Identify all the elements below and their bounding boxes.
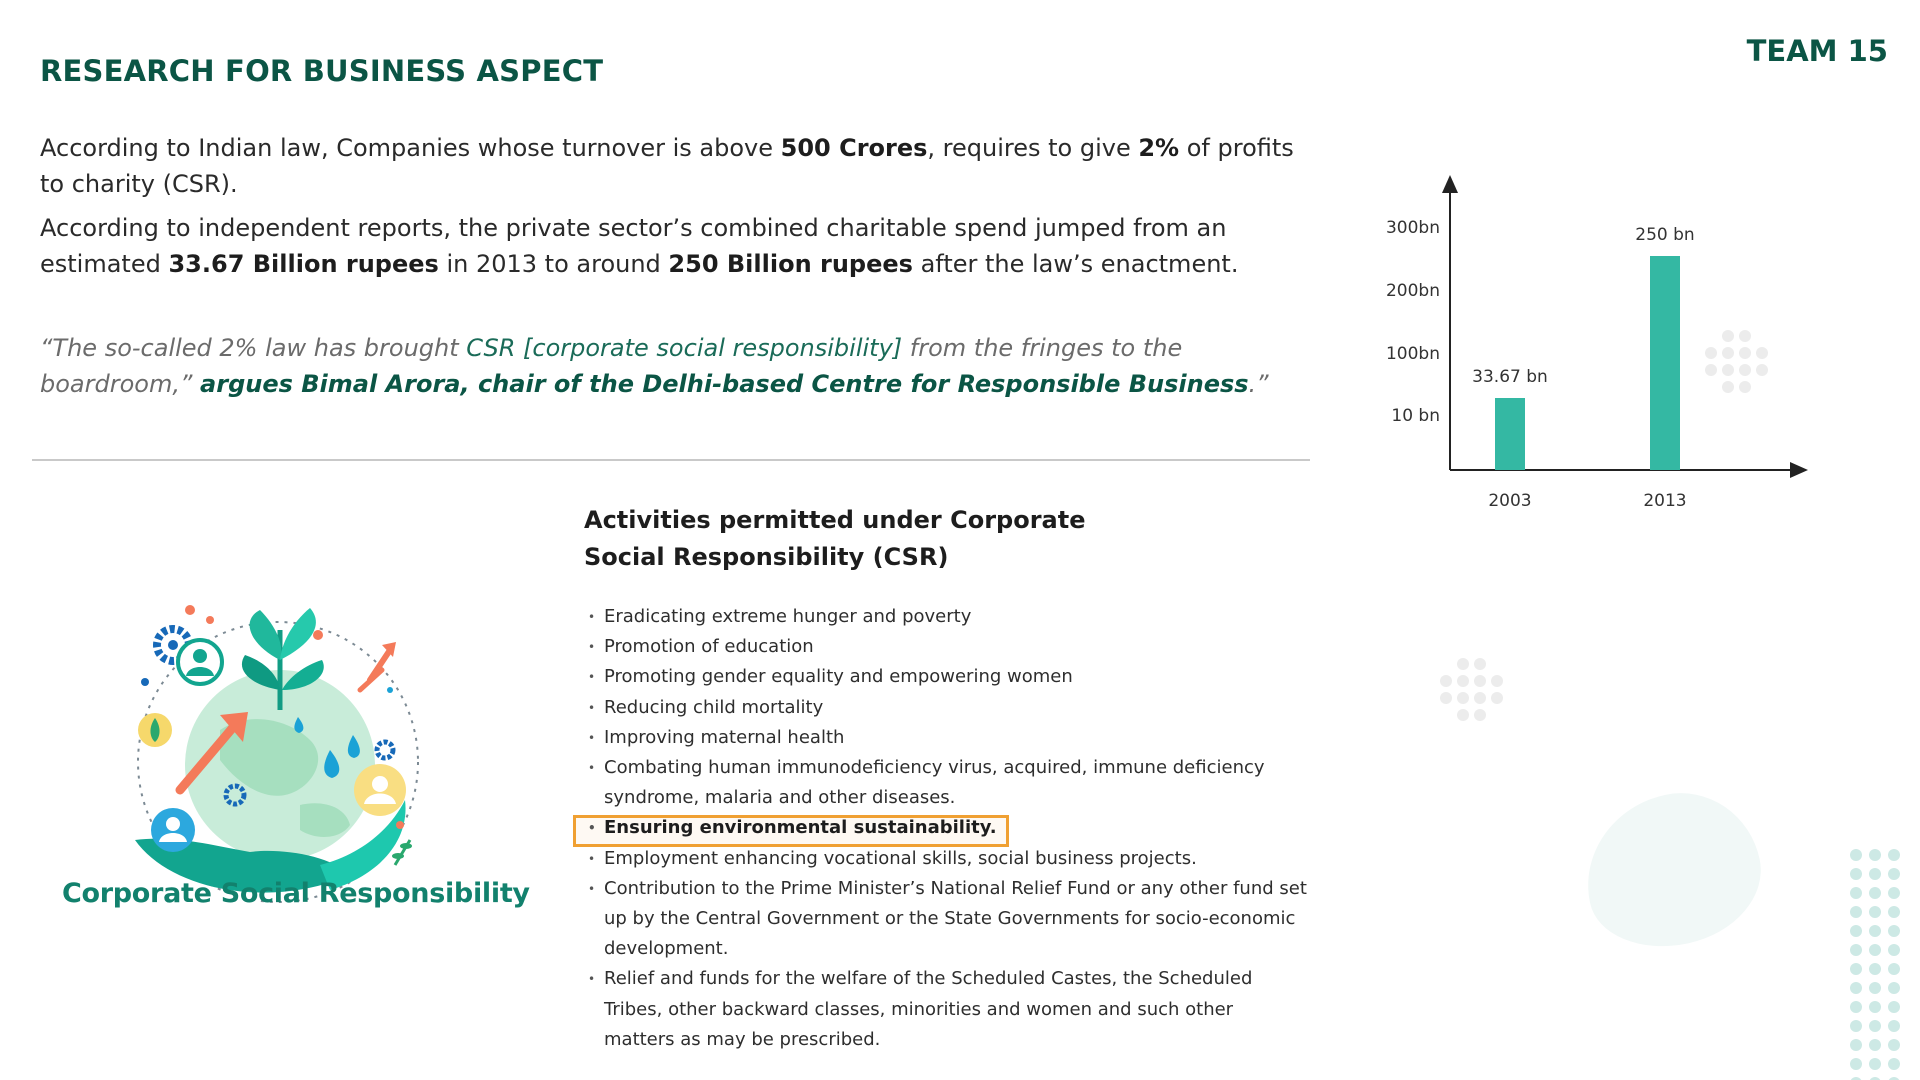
decor-dot [1888,868,1900,880]
decor-dot [1850,925,1862,937]
decor-dot [1850,944,1862,956]
section-divider [32,459,1310,461]
decor-dot [1888,982,1900,994]
decor-dot [396,821,404,829]
decor-dot [1869,887,1881,899]
decor-dot [1440,675,1452,687]
person-head [166,817,180,831]
quote-text-3: .” [1248,370,1269,398]
quote-block [40,330,1300,402]
activities-title: Activities permitted under Corporate Social Responsibility (CSR) [584,506,1086,571]
decor-dot [1491,692,1503,704]
small-arrow-2 [360,670,382,690]
person-head [372,776,388,792]
law-paragraph [40,130,1320,202]
decor-dot [1869,944,1881,956]
decor-dot [1457,709,1469,721]
decor-dot [1850,849,1862,861]
list-item: • Promoting gender equality and empowering women [588,662,1308,692]
csr-caption: Corporate Social Responsibility [62,878,530,909]
reports-text-2: in 2013 to around [438,250,669,278]
decor-dot [1850,887,1862,899]
decor-dot [1850,963,1862,975]
decor-dot [1888,887,1900,899]
reports-paragraph [40,210,1300,282]
decor-dot [1850,982,1862,994]
leaf-1 [250,610,282,660]
decor-dot [1457,675,1469,687]
team-label: TEAM 15 [1746,34,1888,68]
decor-dot [206,616,214,624]
law-text-1: According to Indian law, Companies whose turnover is above [40,134,781,162]
decor-dot [1850,868,1862,880]
decor-dot [1888,925,1900,937]
decor-blob [1571,778,1773,961]
list-item: • Contribution to the Prime Minister’s National Relief Fund or any other fund set up by the Central Government or the State Governments for socio-economic development. [588,874,1308,965]
x-tick-label: 2013 [1643,491,1687,511]
decor-dot [1457,692,1469,704]
list-item: • Eradicating extreme hunger and poverty [588,602,1308,632]
decor-dot [387,687,393,693]
sprig-leaf [400,843,412,849]
chart-svg [1370,175,1810,515]
reports-text-1: According to independent reports, the private sector’s combined charitable spend jumped from an estimated [40,214,1227,278]
decor-dot [1850,1001,1862,1013]
decor-dot [1888,963,1900,975]
decor-dot [1888,849,1900,861]
decor-dot [1869,1058,1881,1070]
decor-dot [1850,1039,1862,1051]
decor-dot [1869,1001,1881,1013]
list-item: • Promotion of education [588,632,1308,662]
reports-bold-2013: 33.67 Billion rupees [168,250,439,278]
decor-dot [1850,1020,1862,1032]
decor-dot [1869,849,1881,861]
decor-dot [1474,658,1486,670]
decor-dot [1888,1020,1900,1032]
list-item: • Improving maternal health [588,723,1308,753]
y-tick-label: 300bn [1385,218,1440,238]
decor-dot [1888,944,1900,956]
leaf-2 [280,608,316,660]
decor-dot [1888,1058,1900,1070]
csr-illustration-svg [60,590,500,920]
law-bold-turnover: 500 Crores [780,134,928,162]
decor-dot [185,605,195,615]
sprig-leaf [392,853,404,859]
reports-bold-after: 250 Billion rupees [668,250,913,278]
decor-dot [141,678,149,686]
x-tick-label: 2003 [1488,491,1532,511]
data-label: 250 bn [1635,225,1695,245]
activities-list [588,602,1308,1055]
csr-illustration [60,590,500,920]
decor-dot [313,630,323,640]
decor-dot [1869,906,1881,918]
law-text-2: , requires to give [927,134,1139,162]
decor-dot [1888,906,1900,918]
quote-csr-term: CSR [corporate social responsibility] [466,334,903,362]
list-item-highlighted: • Ensuring environmental sustainability. [588,813,1308,843]
decor-dot [1869,1020,1881,1032]
list-item: • Employment enhancing vocational skills, social business projects. [588,844,1308,874]
decor-dot [1491,675,1503,687]
decor-dot [1474,692,1486,704]
list-item: • Reducing child mortality [588,693,1308,723]
quote-text-1: “The so-called 2% law has brought [40,334,467,362]
decor-dot [1850,1058,1862,1070]
decor-dot [1457,658,1469,670]
law-bold-percent: 2% [1138,134,1180,162]
y-tick-label: 10 bn [1391,406,1440,426]
decor-dot [1869,868,1881,880]
decor-dot [1850,906,1862,918]
quote-attribution: argues Bimal Arora, chair of the Delhi-based Centre for Responsible Business [200,370,1249,398]
reports-text-3: after the law’s enactment. [912,250,1239,278]
list-item: • Combating human immunodeficiency virus, acquired, immune deficiency syndrome, malaria and other diseases. [588,753,1308,813]
decor-dot [1869,982,1881,994]
y-tick-label: 200bn [1385,281,1440,301]
gear-icon [377,742,393,758]
page-title: RESEARCH FOR BUSINESS ASPECT [40,54,604,88]
decor-dot [1888,1039,1900,1051]
law-text-3: of profits to charity (CSR). [40,134,1294,198]
decor-dot [1869,963,1881,975]
decor-dot [1440,692,1452,704]
data-label: 33.67 bn [1472,367,1548,387]
decor-dot [1869,925,1881,937]
list-item: • Relief and funds for the welfare of the Scheduled Castes, the Scheduled Tribes, other backward classes, minorities and women and such other matters as may be prescribed. [588,964,1308,1055]
bar [1495,398,1525,470]
quote-text-2: from the fringes to the boardroom,” [40,334,1183,398]
csr-spend-chart [1370,175,1810,515]
person-head [193,649,207,663]
decor-dot [1474,675,1486,687]
y-tick-label: 100bn [1385,344,1440,364]
decor-dot [1869,1039,1881,1051]
decor-dot [1474,709,1486,721]
gear-icon-hub [168,640,178,650]
decor-dot [1888,1001,1900,1013]
bar [1650,256,1680,470]
